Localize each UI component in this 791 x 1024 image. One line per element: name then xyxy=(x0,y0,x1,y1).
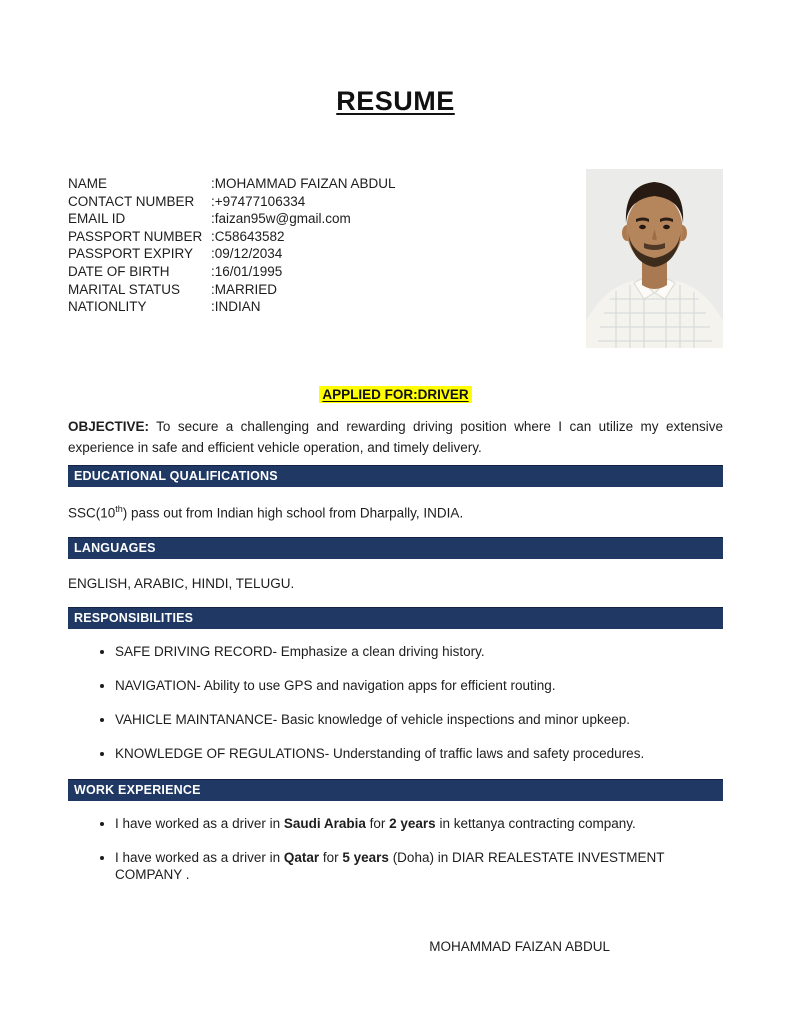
detail-value: :INDIAN xyxy=(211,299,261,315)
detail-row xyxy=(68,245,396,263)
detail-row xyxy=(68,228,396,246)
objective-text: To secure a challenging and rewarding driving position where I can utilize my extensive experience in safe and efficient vehicle operation, and timely delivery. xyxy=(68,419,723,455)
detail-value: :MARRIED xyxy=(211,281,278,297)
detail-row xyxy=(68,263,396,281)
detail-value: :MOHAMMAD FAIZAN ABDUL xyxy=(211,176,396,191)
section-header-education: EDUCATIONAL QUALIFICATIONS xyxy=(68,465,723,487)
section-header-work-experience: WORK EXPERIENCE xyxy=(68,779,723,801)
detail-row xyxy=(68,193,396,211)
detail-label: DATE OF BIRTH xyxy=(68,263,170,279)
work-experience-item: • I have worked as a driver in Saudi Arabia for 2 years in kettanya contracting company. xyxy=(115,815,723,832)
objective-heading: OBJECTIVE: xyxy=(68,419,150,434)
detail-row xyxy=(68,298,396,316)
detail-label: EMAIL ID xyxy=(68,211,126,227)
section-header-languages: LANGUAGES xyxy=(68,537,723,559)
applied-for-highlight: APPLIED FOR:DRIVER xyxy=(319,386,471,403)
detail-value: :faizan95w@gmail.com xyxy=(211,211,351,227)
languages-content: ENGLISH, ARABIC, HINDI, TELUGU. xyxy=(68,575,295,591)
detail-row xyxy=(68,210,396,228)
detail-label: NAME xyxy=(68,176,108,191)
detail-value: :+97477106334 xyxy=(211,193,306,209)
section-header-responsibilities: RESPONSIBILITIES xyxy=(68,607,723,629)
detail-value: :09/12/2034 xyxy=(211,246,283,262)
objective-paragraph xyxy=(68,416,723,458)
detail-value: :C58643582 xyxy=(211,228,285,244)
responsibility-item: • SAFE DRIVING RECORD- Emphasize a clean driving history. xyxy=(115,643,723,660)
applicant-photo xyxy=(586,169,723,348)
personal-details-table xyxy=(68,175,396,348)
detail-label: MARITAL STATUS xyxy=(68,281,181,297)
applied-for-section xyxy=(68,386,723,404)
detail-label: CONTACT NUMBER xyxy=(68,193,195,209)
detail-label: PASSPORT NUMBER xyxy=(68,228,203,244)
detail-row xyxy=(68,281,396,299)
signature-name: MOHAMMAD FAIZAN ABDUL xyxy=(429,938,610,954)
responsibility-item: • NAVIGATION- Ability to use GPS and navigation apps for efficient routing. xyxy=(115,677,723,694)
page-title: RESUME xyxy=(336,86,455,116)
work-experience-item: • I have worked as a driver in Qatar for 5 years (Doha) in DIAR REALESTATE INVESTMENT COMPANY . xyxy=(115,849,723,883)
personal-details-section xyxy=(68,175,723,348)
responsibility-item: • KNOWLEDGE OF REGULATIONS- Understanding of traffic laws and safety procedures. xyxy=(115,745,723,762)
responsibilities-list xyxy=(68,643,723,762)
education-content: SSC(10th) pass out from Indian high school from Dharpally, INDIA. xyxy=(68,504,464,521)
detail-label: NATIONLITY xyxy=(68,299,147,315)
detail-label: PASSPORT EXPIRY xyxy=(68,246,194,262)
detail-row xyxy=(68,175,396,193)
detail-value: :16/01/1995 xyxy=(211,263,283,279)
work-experience-list xyxy=(68,815,723,883)
responsibility-item: • VAHICLE MAINTANANCE- Basic knowledge of vehicle inspections and minor upkeep. xyxy=(115,711,723,728)
